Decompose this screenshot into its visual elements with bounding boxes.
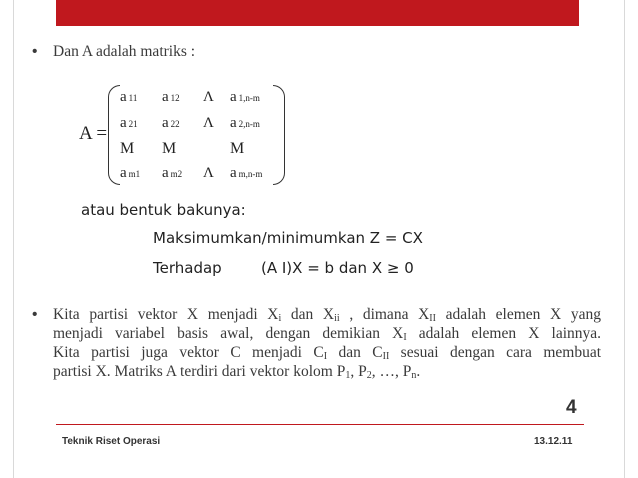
subscript: i [278, 313, 282, 324]
matrix-equation-image [67, 79, 508, 280]
bullet-text: Dan A adalah matriks : [53, 43, 196, 60]
bullet-dot: • [32, 306, 38, 323]
text-line: Kita partisi juga vektor C menjadi $C_I$ dan $C_{II}$ sesuai dengan cara membuat [53, 344, 602, 362]
subscript: I [323, 351, 328, 362]
objective-function: Maksimumkan/minimumkan Z = CX [153, 229, 423, 247]
header-accent-bar [56, 0, 579, 26]
bullet-dot: • [32, 43, 38, 60]
matrix-cell: M [120, 140, 135, 157]
footer-course-title: Teknik Riset Operasi [62, 436, 161, 447]
matrix-cell: am,n-m [230, 165, 263, 181]
subscript: 1 [345, 370, 351, 381]
matrix-cell: am1 [120, 165, 141, 181]
subscript: I [403, 332, 407, 343]
matrix-cell: am2 [162, 165, 183, 181]
slide-frame-right [624, 0, 625, 478]
matrix-cell: a 1,n-m [230, 89, 260, 105]
text-line: menjadi variabel basis awal, dengan demikian $X_I$ adalah elemen X lainnya. [53, 325, 602, 343]
subscript: 2 [366, 370, 372, 381]
bullet-text [53, 305, 601, 381]
footer-date: 13.12.11 [534, 436, 573, 447]
subscript: ii [334, 313, 340, 324]
matrix-cell: a 11 [120, 89, 138, 105]
matrix-cell: a 22 [162, 115, 180, 131]
matrix-lhs: A = [79, 123, 108, 144]
subscript: II [382, 351, 390, 362]
matrix-left-bracket [108, 85, 120, 185]
matrix-cell: a 2,n-m [230, 115, 260, 131]
subscript: n [411, 370, 417, 381]
matrix-cell: Λ [203, 115, 214, 131]
matrix-cell: M [162, 140, 177, 157]
text-line: Kita partisi vektor X menjadi $X_i$ dan $X_{ii}$ , dimana $X_{II}$ adalah elemen X yang [53, 306, 601, 324]
text-line: partisi X. Matriks A terdiri dari vektor kolom $P_1$, $P_2$, …, $P_n$. [53, 363, 421, 381]
matrix-cell: Λ [203, 89, 214, 105]
matrix-right-bracket [273, 85, 285, 185]
footer-divider [56, 424, 584, 425]
slide-frame-left [13, 0, 14, 478]
constraint-expression: (A I)X = b dan X ≥ 0 [261, 259, 414, 277]
page-number: 4 [566, 397, 577, 418]
matrix-cell: M [230, 140, 245, 157]
matrix-cell: a 21 [120, 115, 138, 131]
subscript: II [429, 313, 436, 324]
matrix-cell: a 12 [162, 89, 180, 105]
matrix-cell: Λ [203, 165, 214, 181]
standard-form-label: atau bentuk bakunya: [81, 201, 246, 219]
constraint-label: Terhadap [153, 259, 222, 277]
